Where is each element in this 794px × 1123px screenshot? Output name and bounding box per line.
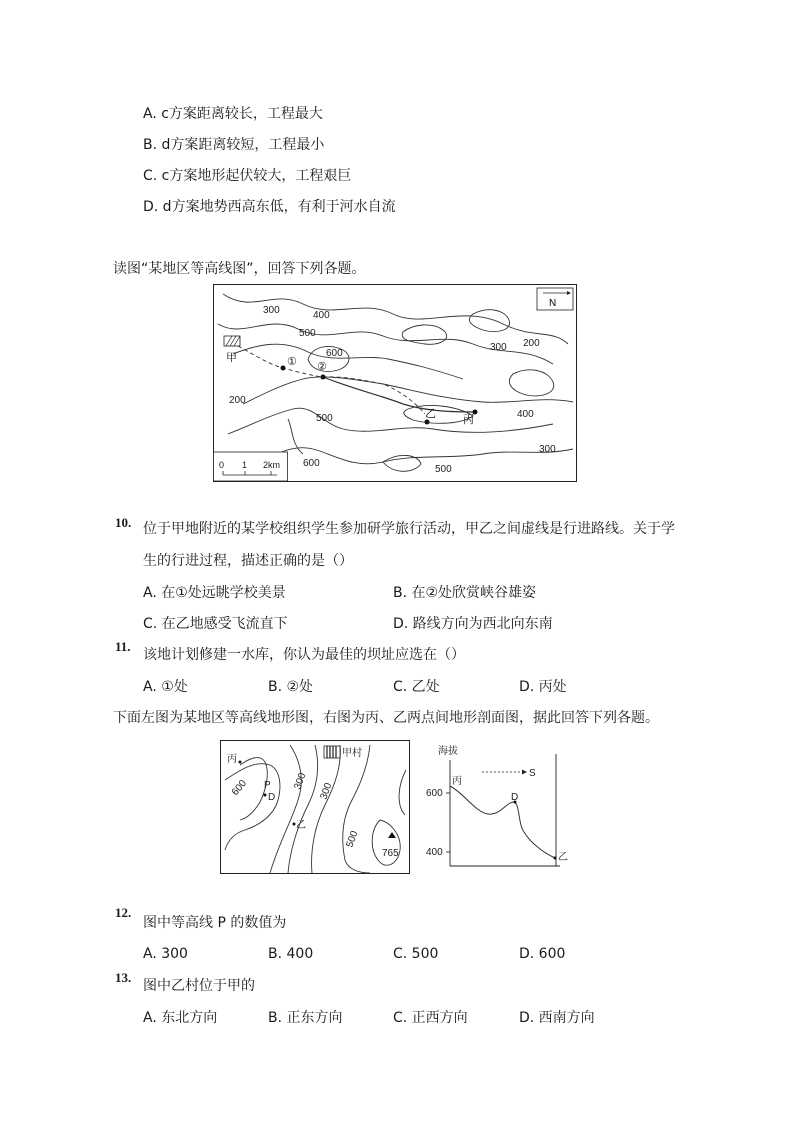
question-number-10: 10.: [115, 515, 132, 530]
contour-label: 300: [263, 305, 280, 316]
map2-label-p: P: [264, 780, 271, 791]
contour-label: 200: [229, 395, 246, 406]
q12-option-b: B. 400: [268, 946, 314, 962]
q12-stem: 图中等高线 P 的数值为: [143, 915, 287, 931]
option-b-prev: B. d方案距离较短，工程最小: [143, 137, 325, 153]
q10-option-b: B. 在②处欣赏峡谷雄姿: [393, 585, 537, 601]
place-label-1: ①: [287, 356, 297, 368]
village-jiacun-icon: [324, 746, 340, 758]
q13-stem: 图中乙村位于甲的: [143, 978, 255, 994]
map2-contour-label: 300: [292, 771, 309, 792]
q10-option-a: A. 在①处远眺学校美景: [143, 585, 286, 601]
contour-label: 600: [303, 458, 320, 469]
map2-contour-label: 300: [318, 781, 335, 802]
contour-label: 300: [539, 444, 556, 455]
option-c-prev: C. c方案地形起伏较大，工程艰巨: [143, 168, 352, 184]
contour-label: 500: [316, 413, 333, 424]
q11-option-b: B. ②处: [268, 679, 314, 695]
terrain-profile: [420, 742, 590, 874]
contour-label: 400: [313, 310, 330, 321]
contour-label: 600: [326, 348, 343, 359]
q13-option-a: A. 东北方向: [143, 1010, 218, 1026]
question-number-12: 12.: [115, 905, 132, 920]
place-label-2: ②: [317, 361, 327, 373]
place-label-yi: 乙: [425, 408, 436, 420]
profile-axis-title: 海拔: [438, 746, 458, 757]
scale-tick: 0: [219, 460, 225, 470]
contour-label: 500: [299, 328, 316, 339]
map2-peak-label: 765: [382, 848, 399, 859]
intro-text-1: 读图“某地区等高线图”，回答下列各题。: [113, 261, 366, 277]
map2-label-d: D: [268, 792, 276, 803]
question-number-13: 13.: [115, 970, 132, 985]
contour-label: 200: [523, 338, 540, 349]
profile-point-d: D: [511, 792, 519, 803]
map2-contour-label: 600: [229, 778, 250, 798]
q11-stem: 该地计划修建一水库，你认为最佳的坝址应选在（）: [143, 647, 465, 663]
q11-option-c: C. 乙处: [393, 679, 440, 695]
q12-option-a: A. 300: [143, 946, 188, 962]
profile-point-yi: 乙: [558, 852, 568, 863]
map2-label-yi: 乙: [296, 820, 306, 831]
contour-map-1: [213, 284, 577, 482]
q13-option-b: B. 正东方向: [268, 1010, 343, 1026]
map2-contour-label: 500: [344, 829, 361, 850]
q10-stem-line1: 位于甲地附近的某学校组织学生参加研学旅行活动，甲乙之间虚线是行进路线。关于学: [143, 521, 675, 537]
q12-option-c: C. 500: [393, 946, 439, 962]
q11-option-a: A. ①处: [143, 679, 188, 695]
contour-label: 500: [435, 464, 452, 475]
place-label-jia: 甲: [226, 352, 237, 364]
q11-option-d: D. 丙处: [519, 679, 567, 695]
north-label: N: [549, 298, 557, 309]
q12-option-d: D. 600: [519, 946, 566, 962]
profile-y-tick: 400: [426, 847, 443, 858]
profile-y-tick: 600: [426, 788, 443, 799]
map2-label-jiacun: 甲村: [342, 748, 362, 759]
q10-option-d: D. 路线方向为西北向东南: [393, 616, 553, 632]
q10-option-c: C. 在乙地感受飞流直下: [143, 616, 288, 632]
scale-tick: 1: [242, 460, 248, 470]
map2-label-bing: 丙: [227, 754, 237, 765]
scale-tick: 2km: [263, 460, 281, 470]
place-label-bing: 丙: [463, 414, 474, 426]
q10-stem-line2: 生的行进过程，描述正确的是（）: [143, 553, 353, 569]
contour-map-2: [220, 740, 410, 874]
village-jia-icon: [224, 336, 240, 346]
q13-option-d: D. 西南方向: [519, 1010, 595, 1026]
contour-label: 400: [517, 409, 534, 420]
contour-label: 300: [490, 342, 507, 353]
question-number-11: 11.: [115, 639, 131, 654]
intro-text-2: 下面左图为某地区等高线地形图，右图为丙、乙两点间地形剖面图，据此回答下列各题。: [113, 710, 659, 726]
profile-point-bing: 丙: [452, 776, 462, 787]
option-a-prev: A. c方案距离较长，工程最大: [143, 106, 323, 122]
q13-option-c: C. 正西方向: [393, 1010, 468, 1026]
profile-direction-label: S: [529, 768, 536, 779]
option-d-prev: D. d方案地势西高东低，有利于河水自流: [143, 199, 396, 215]
